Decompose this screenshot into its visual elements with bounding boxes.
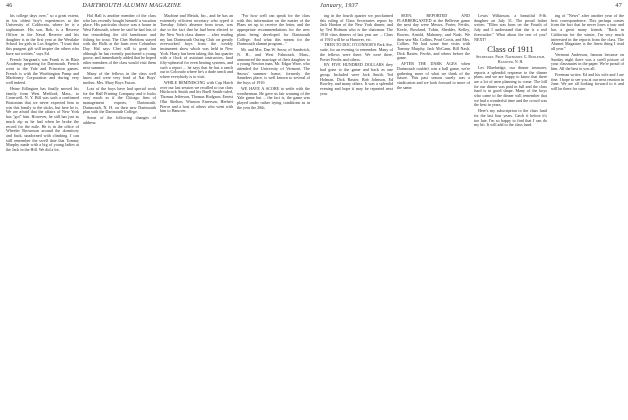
- column-7: [474, 14, 547, 416]
- paragraph: "For how well can speak for the class with this information on the matter of the Plans set up to receive the letter, and the appropriate recommendations for the new plans being developed for Dartmouth College. And what this means for the Dartmouth alumni program...": [237, 14, 310, 47]
- paragraph: Heinz Edlington has finally moved his family from West Medford, Mass., to Cromwell, N. Y. Bill was such a confirmed Bostonian that we never expected him to win this family to the sticks, but here he is. We are afraid that the affairs of New York has "got" him. However, he still has just as much zip as he had when he broke the record for the mile. He is in the office of Wheeler Brownson around the dormitory and back, unadorned with climbing. I can still remember the swell date that Tommy Murphy made with a big of young ladies at the Jack in the Hill. We did a lot.: [6, 85, 79, 153]
- paragraph: Hal Hall is another member of the class who has recently bought himself a vacation place. His particular choice was a house in West Falmouth, where he said he had lots of fun remodeling the old farmhouse and fishing for trout. The Chet Sheldons stayed with the Halls at the farm over Columbus Day. Hal says Chet still is great fun although he has recently purchased a young goose, and immediately added that he hoped other members of the class would visit them next summer.: [83, 14, 156, 70]
- column-6: [397, 14, 470, 416]
- right-page-header: [320, 0, 622, 12]
- column-1: [6, 14, 79, 416]
- column-8: [551, 14, 624, 416]
- paragraph: THEN TO DOC O'CONNOR'S Park Ave. suite, for an evening to remember. Many of the fellows were there. We were there, Porter Ferdix and others.: [320, 42, 393, 62]
- paragraph: ing of "News" after another year of the best correspondence. This perhaps comes from the fact that he never loses a tour and has a great many friends. "Back in California for the winter, I'm very much interested in the reports from the class. The Alumni Magazine is the finest thing I read all year.": [551, 14, 624, 51]
- paragraph: Lots of the boys have had special work for the Hall Printing Company and it looks very much as if the Chicago firm of management experts, Dartmouth, Dartmouth, N. H. on their new Dartmouth plan with the Dartmouth College.: [83, 85, 156, 115]
- paragraph: Les Bluebridge, our dinner treasurer, reports a splendid response to the dinner plans, and we are happy to know that there are a lot of men planning to come. The bill for our dinner was paid in full and the class fund is in good shape. Many of the boys who came to the dinner will remember that we had a wonderful time and the crowd was the best in years.: [474, 64, 547, 108]
- paragraph: AFTER THE DARK AGES when Dartmouth couldn't win a ball game, we're gathering more of what we think of the future. This past season surely was a vindication and we look forward to more of the same.: [397, 61, 470, 90]
- paragraph: Some of the following changes of address:: [83, 115, 156, 126]
- paragraph: French Sargeant's son Frank is in Blair Academy, preparing for Dartmouth. French went to the Yale and Princeton games. French is with the Worthington Pump and Machinery Corporation and during very well indeed.: [6, 56, 79, 86]
- left-running-title: DARTMOUTH ALUMNI MAGAZINE: [82, 3, 182, 9]
- paragraph: SEEN, REPORTED AND FLABBERGASTED at the Bellevue game the next day were Messrs. Porter, Ferdix, Keefe, Rowland, Tobin, Shedder, Kelley, Bowen, Arnold, Mahoney, and Nash. We then saw Ma. Collins, Pearl Cortis, and Mrs. Collins. We had some fine visits with Tommy Murphy, Jack McCann, Bill Nash, Dick Baxter, Ferdix, and others before the game.: [397, 14, 470, 61]
- section-secretary-line: Secretary, Prof. Nathaniel G. Burleigh, Hanover, N. H.: [475, 55, 546, 64]
- paragraph: Vermont Anderson, famous because on Sunday night there was a swell picture of your classmates in the paper. We're proud of him. All the best to you all.: [551, 51, 624, 71]
- column-4: [237, 14, 310, 416]
- column-3: [160, 14, 233, 416]
- paragraph: Mr. and Mrs. Dan W. Snow, of Sandwich, N. H., and West Falmouth, Mass., announced the marriage of their daughter to a young Newton man, Mr. Edgar Ware, who attended the University of Vermont. The Snows' summer home, formerly the Saunders place, is well known to several of the boys of 1910.: [237, 47, 310, 86]
- paragraph: BY FIVE HUNDRED DOLLARS they had gone to the game and back as one group. Included were Jack Smith, Ted Holman, Dick Baxter, Bob Johnson, Ed Rowley, and many others. It was a splendid evening and hope it may be repeated next year.: [320, 62, 393, 96]
- section-heading: Class of 1911: [487, 44, 534, 55]
- paragraph: Many of the fellows in the class well know and were very fond of Nat Boys' mother, Mrs. Mary Boys Faxon.: [83, 70, 156, 86]
- paragraph: WHILE REMINISCING with Cap Hatch over our last session we recalled to our class Hitchcock Smith and his Buell Smith-ruled, Thomas Jefferson, Thomas Hodgson, Ernest Olin Skelton, Winston Emerson, Herbert Pierce and a host of others who went with him to Hanover.: [160, 80, 233, 114]
- paragraph: ing in the fourth quarter we proclaimed this ruling of Class Secretaries report by Jack Hardon of the New York dinner, and by Ted Holman who is the chairman. The 1910 class dinners of last year are ... Class of 1910 will be at Hanover, etc.: [320, 14, 393, 42]
- right-page-number: 47: [615, 3, 622, 9]
- paragraph: Here's my subscription to the class fund for the last four years. Catch it before it's too late. I'm so happy to find that I can do my bit. It will add to the class fund.: [474, 108, 547, 128]
- paragraph: Freeman writes: Ed and his wife and I are fine. I hope to see you at our next reunion in June. We are all looking forward to it and will be there for sure.: [551, 71, 624, 91]
- paragraph: WE HAVE A SCORE to settle with the weatherman. He gave us fair warning of the Yale game but ... the fact is, the game was played under rather trying conditions as in the year the 20th.: [237, 85, 310, 110]
- paragraph: Machine and Metals, Inc., and he has an extremely efficient secretary who typed it Tuesday. John's absence from town, was due to the fact that he had been elected to the New York class dinner ... after reading my last Dartmouth Outing Club on greatly overworked boys from the weekly instrument show which was held in New York. Harry has been taking this last quarter with a flock of assistant instructors, hard fifty-upheaval for even heating systems, and such a report ... he says that he has a ranch out in Colorado where he's a dude ranch and where everybody is to visit.: [160, 14, 233, 80]
- left-page-number: 46: [6, 3, 13, 9]
- column-2: [83, 14, 156, 416]
- paragraph: Lewis Wilkinson, a beautiful 8-lb. daughter on July 31. The proud father writes: "Ellen was born on the Fourth of July and I understand that she is a real firecracker." What about the rest of you? NEXT!: [474, 14, 547, 42]
- column-5: [320, 14, 393, 416]
- paragraph: his college days over," so a great extent, in his oldest boy's experiences at the University of California, where he is a sophomore. His son, Bob, is a Reserve Officer in the Naval Reserve and his daughter is in the first year at the Westlake School for girls in Los Angeles. "I trust that this pungent gift will inspire the others who have not written," says Ed.: [6, 14, 79, 56]
- left-page-header: [6, 0, 306, 12]
- right-running-title: January, 1937: [320, 3, 359, 9]
